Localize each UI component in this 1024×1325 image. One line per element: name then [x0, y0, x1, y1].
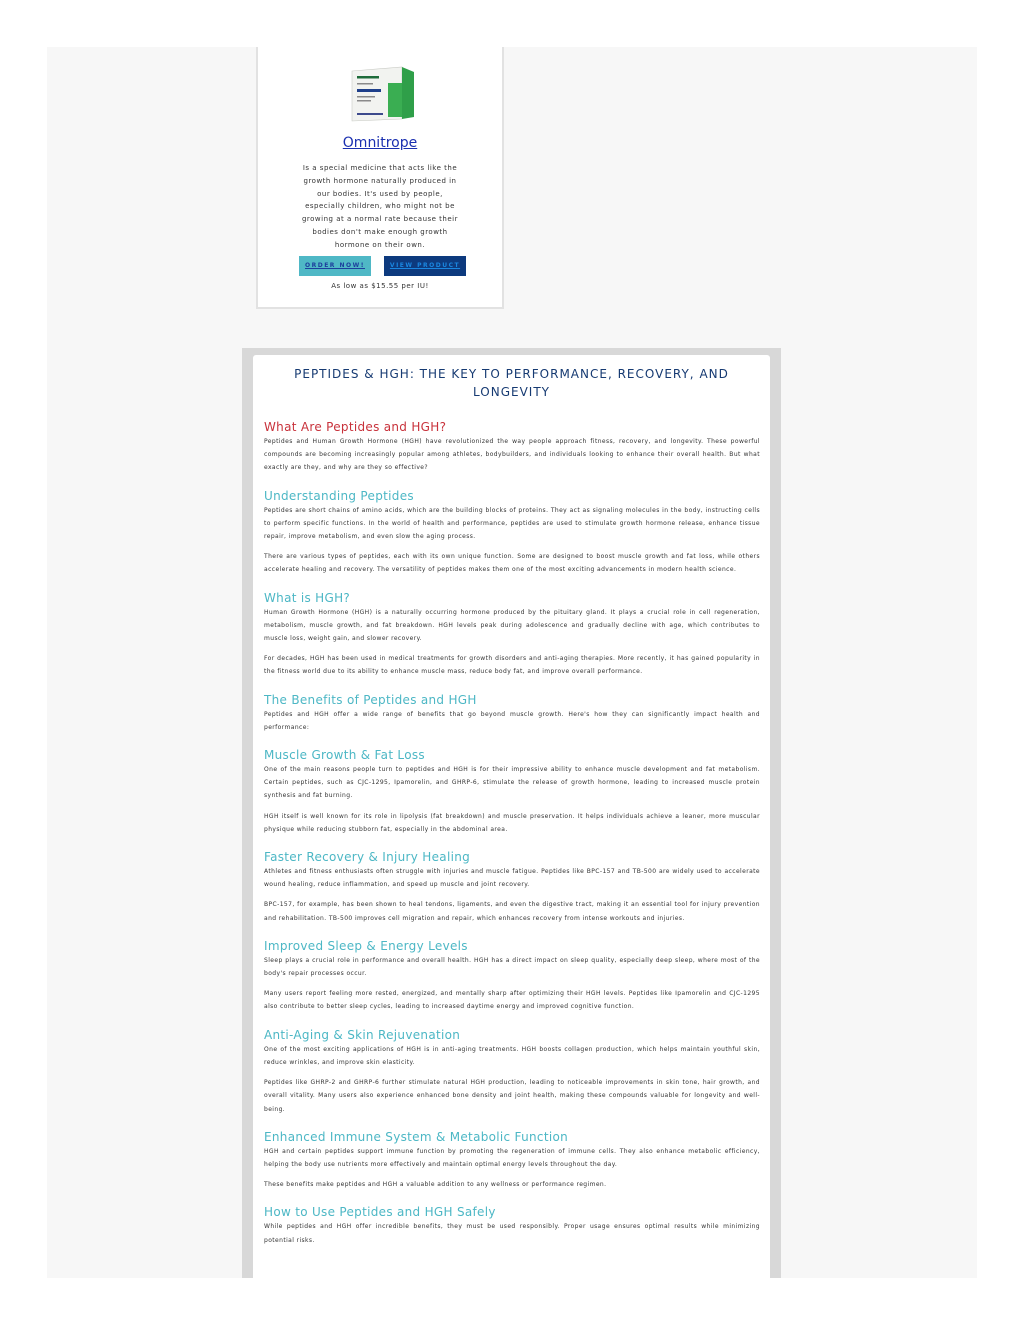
section-paragraph: For decades, HGH has been used in medical treatments for growth disorders and anti-aging therapies. More recently, it has gained popularity in the fitness world due to its ability to enhance muscle mass, reduce body fat, and improve overall performance.: [264, 655, 760, 676]
article-frame: [242, 348, 781, 1278]
section-heading: Anti-Aging & Skin Rejuvenation: [264, 1027, 461, 1042]
section-heading: The Benefits of Peptides and HGH: [264, 692, 477, 707]
section-paragraph: One of the main reasons people turn to peptides and HGH is for their impressive ability to enhance muscle development and fat metabolism. Certain peptides, such as CJC-1295, Ipamorelin, and GHRP-6, stimulate the release of growth hormone, leading to increased muscle protein synthesis and fat burning.: [264, 766, 760, 800]
price-text: As low as $15.55 per IU!: [331, 282, 429, 290]
section-paragraph: Athletes and fitness enthusiasts often struggle with injuries and muscle fatigue. Peptides like BPC-157 and TB-500 are widely used to accelerate wound healing, reduce inflammation, and speed up muscle and joint recovery.: [264, 868, 760, 889]
section-paragraph: While peptides and HGH offer incredible benefits, they must be used responsibly. Proper usage ensures optimal results while minimizing potential risks.: [264, 1223, 760, 1244]
section-heading: Muscle Growth & Fat Loss: [264, 748, 425, 763]
section-paragraph: HGH and certain peptides support immune function by promoting the regeneration of immune cells. They also enhance metabolic efficiency, helping the body use nutrients more effectively and maintain optimal energy levels throughout the day.: [264, 1147, 760, 1168]
section-paragraph: One of the most exciting applications of HGH is in anti-aging treatments. HGH boosts collagen production, which helps maintain youthful skin, reduce wrinkles, and improve skin elasticity.: [264, 1045, 760, 1066]
section-heading: What is HGH?: [264, 590, 351, 605]
page-canvas: [47, 47, 977, 1278]
section-heading: How to Use Peptides and HGH Safely: [264, 1205, 496, 1220]
article-content: [264, 420, 760, 1247]
section-paragraph: Peptides are short chains of amino acids, which are the building blocks of proteins. They act as signaling molecules in the body, instructing cells to perform specific functions. In the world of health and performance, peptides are used to stimulate growth hormone release, enhance tissue repair, improve metabolism, and even slow the aging process.: [264, 506, 760, 541]
product-box-image[interactable]: [348, 63, 418, 123]
section-paragraph: There are various types of peptides, each with its own unique function. Some are designed to boost muscle growth and fat loss, while others accelerate healing and recovery. The versatility of peptides makes them one of the most exciting advancements in modern health science.: [264, 553, 760, 574]
section-heading: What Are Peptides and HGH?: [264, 420, 447, 434]
article-card: [253, 355, 770, 1278]
section-heading: Enhanced Immune System & Metabolic Function: [264, 1129, 568, 1144]
section-paragraph: Many users report feeling more rested, energized, and mentally sharp after optimizing their HGH levels. Peptides like Ipamorelin and CJC-1295 also contribute to better sleep cycles, leading to increased daytime energy and improved cognitive function.: [264, 990, 760, 1011]
section-paragraph: Human Growth Hormone (HGH) is a naturally occurring hormone produced by the pituitary gland. It plays a crucial role in cell regeneration, metabolism, muscle growth, and fat breakdown. HGH levels peak during adolescence and gradually decline with age, which contributes to muscle loss, weight gain, and slower recovery.: [264, 608, 760, 643]
product-title-link[interactable]: Omnitrope: [342, 135, 418, 151]
section-paragraph: Peptides like GHRP-2 and GHRP-6 further stimulate natural HGH production, leading to noticeable improvements in skin tone, hair growth, and overall vitality. Many users also experience enhanced bone density and joint health, making these compounds valuable for longevity and well-being.: [264, 1079, 760, 1113]
view-product-button[interactable]: VIEW PRODUCT: [384, 256, 466, 276]
article-title: PEPTIDES & HGH: THE KEY TO PERFORMANCE, RECOVERY, AND LONGEVITY: [294, 367, 729, 399]
section-paragraph: Sleep plays a crucial role in performance and overall health. HGH has a direct impact on sleep quality, especially deep sleep, where most of the body's repair processes occur.: [264, 956, 760, 978]
section-paragraph: Peptides and HGH offer a wide range of benefits that go beyond muscle growth. Here's how they can significantly impact health and performance:: [264, 710, 760, 731]
section-heading: Faster Recovery & Injury Healing: [264, 850, 471, 865]
section-paragraph: Peptides and Human Growth Hormone (HGH) have revolutionized the way people approach fitness, recovery, and longevity. These powerful compounds are becoming increasingly popular among athletes, bodybuilders, and individuals looking to enhance their overall health. But what exactly are they, and why are they so effective?: [264, 438, 760, 472]
section-paragraph: HGH itself is well known for its role in lipolysis (fat breakdown) and muscle preservation. It helps individuals achieve a leaner, more muscular physique while reducing stubborn fat, especially in the abdominal area.: [264, 812, 760, 833]
section-paragraph: These benefits make peptides and HGH a valuable addition to any wellness or performance regimen.: [264, 1181, 607, 1189]
section-heading: Understanding Peptides: [264, 488, 414, 503]
product-description: Is a special medicine that acts like the growth hormone naturally produced in our bodies. It's used by people, especially children, who might not be growing at a normal rate because their bodies don't make enough growth hormone on their own.: [301, 164, 458, 249]
section-paragraph: BPC-157, for example, has been shown to heal tendons, ligaments, and even the digestive tract, making it an essential tool for injury prevention and rehabilitation. TB-500 improves cell migration and repair, which enhances recovery from intense workouts and injuries.: [264, 901, 760, 922]
order-now-button[interactable]: ORDER NOW!: [299, 256, 371, 276]
product-card: [256, 47, 504, 309]
section-heading: Improved Sleep & Energy Levels: [264, 938, 468, 953]
